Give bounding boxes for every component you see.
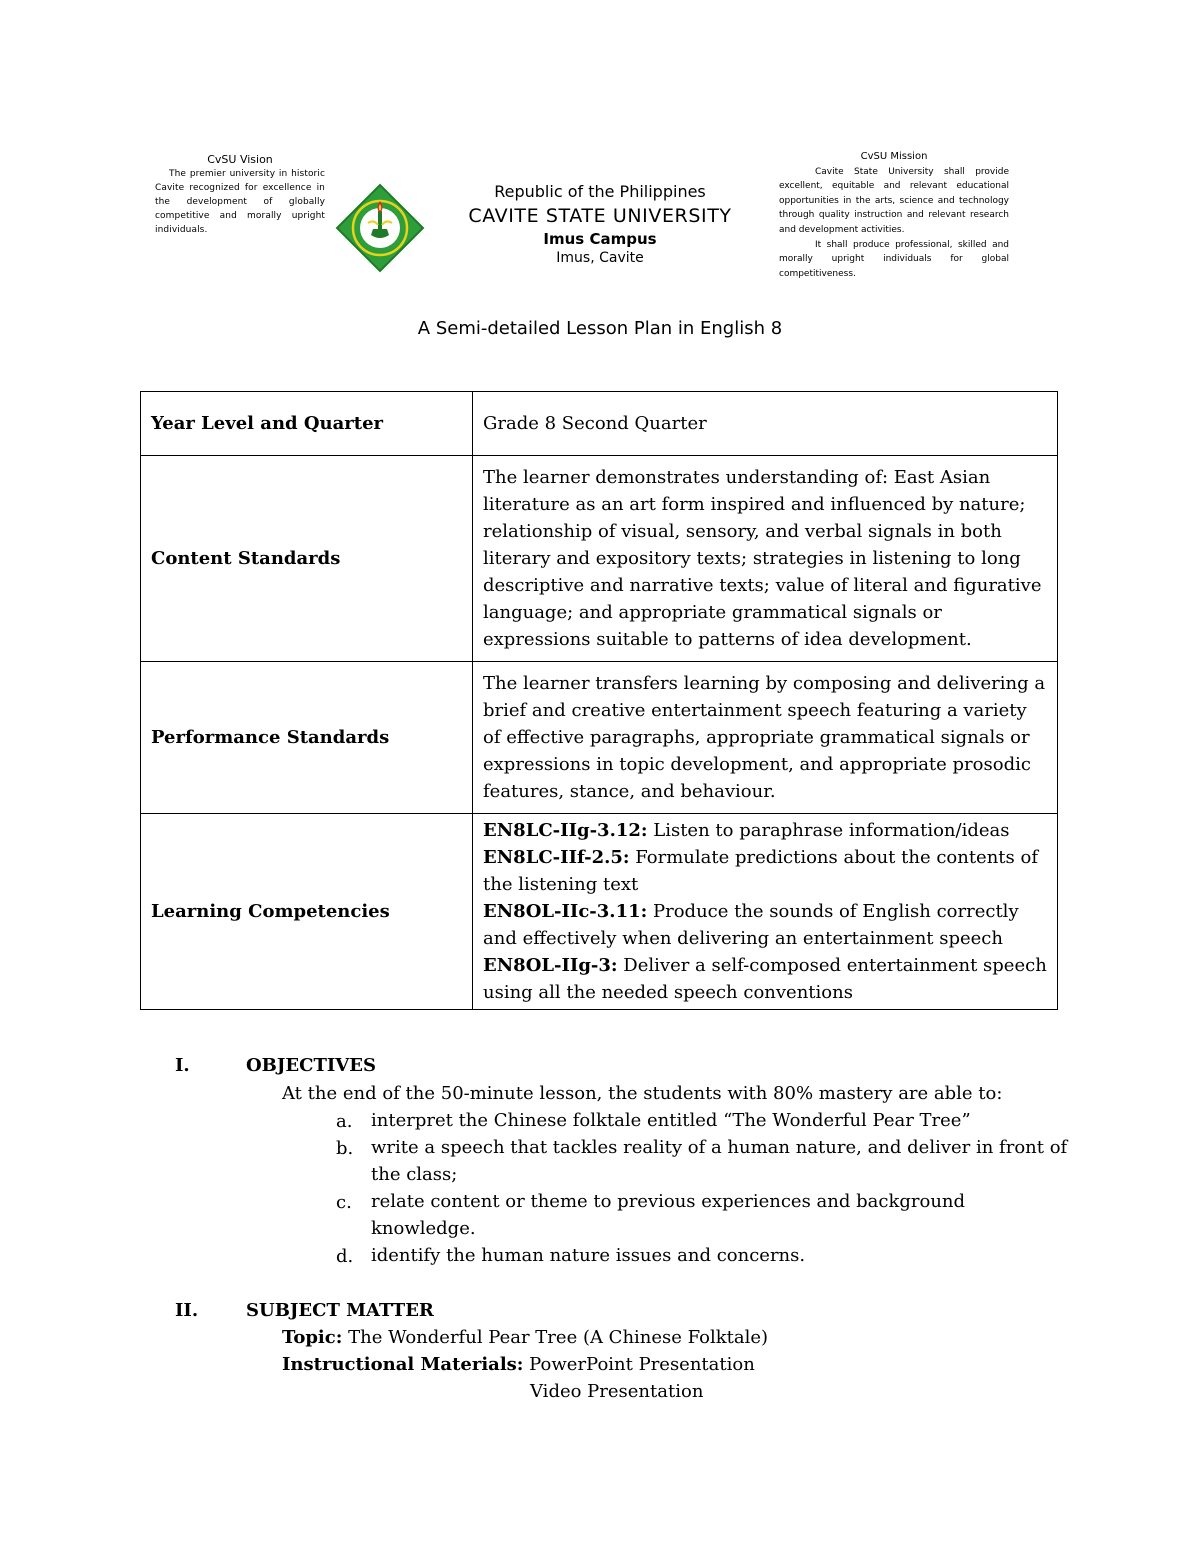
competency-code: EN8LC-IIg-3.12:	[483, 820, 648, 841]
mission-title: CvSU Mission	[860, 151, 928, 162]
topic-line	[282, 1327, 768, 1348]
mission-text-1: Cavite State University shall provide excellent, equitable and relevant educational opportunities in the arts, science and technology through quality instruction and relevant research and development activities.	[779, 166, 1009, 235]
materials-label: Instructional Materials:	[282, 1354, 524, 1375]
document-title: A Semi-detailed Lesson Plan in English 8	[417, 318, 783, 339]
row-label: Learning Competencies	[141, 814, 473, 1010]
university-header	[430, 181, 770, 268]
list-item-letter: a.	[336, 1111, 353, 1132]
materials-value: Video Presentation	[530, 1381, 704, 1402]
section-number: I.	[175, 1055, 190, 1076]
list-item-letter: c.	[336, 1192, 352, 1213]
section-heading: OBJECTIVES	[246, 1055, 376, 1076]
section-heading: SUBJECT MATTER	[246, 1300, 434, 1321]
republic-line: Republic of the Philippines	[494, 182, 706, 201]
materials-value: PowerPoint Presentation	[523, 1354, 755, 1375]
competency-text: Formulate predictions about the contents of the listening text	[483, 847, 1038, 895]
list-item-letter: b.	[336, 1138, 354, 1159]
university-seal-logo	[335, 183, 425, 273]
materials-line	[282, 1354, 755, 1375]
row-value: Grade 8 Second Quarter	[473, 392, 1058, 456]
vision-block	[155, 153, 325, 237]
row-value: The learner transfers learning by composing and delivering a brief and creative entertainment speech featuring a variety of effective paragraphs, appropriate grammatical signals or expressions in topic development, and appropriate prosodic features, stance, and behaviour.	[473, 662, 1058, 814]
competency-text: Produce the sounds of English correctly and effectively when delivering an entertainment speech	[483, 901, 1019, 949]
table-row	[141, 662, 1058, 814]
list-item: interpret the Chinese folktale entitled “The Wonderful Pear Tree”	[371, 1110, 971, 1131]
objectives-intro: At the end of the 50-minute lesson, the students with 80% mastery are able to:	[282, 1083, 1003, 1104]
table-row	[141, 392, 1058, 456]
list-item-letter: d.	[336, 1246, 354, 1267]
topic-label: Topic:	[282, 1327, 343, 1348]
section-number: II.	[175, 1300, 199, 1321]
standards-table	[140, 391, 1058, 1010]
table-row	[141, 456, 1058, 662]
competencies-cell	[473, 814, 1058, 1010]
mission-block	[779, 150, 1009, 281]
row-label: Year Level and Quarter	[141, 392, 473, 456]
competency-text: Deliver a self-composed entertainment speech using all the needed speech conventions	[483, 955, 1047, 1003]
subject-matter-section	[0, 1300, 1200, 1410]
objectives-section	[0, 1055, 1200, 1275]
list-item: relate content or theme to previous experiences and background knowledge.	[371, 1191, 966, 1239]
competency-code: EN8OL-IIg-3:	[483, 955, 618, 976]
topic-value: The Wonderful Pear Tree (A Chinese Folktale)	[342, 1327, 769, 1348]
competency-code: EN8OL-IIc-3.11:	[483, 901, 648, 922]
campus-location: Imus, Cavite	[556, 250, 644, 266]
row-label: Content Standards	[141, 456, 473, 662]
list-item: identify the human nature issues and concerns.	[371, 1245, 806, 1266]
competency-text: Listen to paraphrase information/ideas	[647, 820, 1010, 841]
row-value: The learner demonstrates understanding of: East Asian literature as an art form inspired and influenced by nature; relationship of visual, sensory, and verbal signals in both literary and expository texts; strategies in listening to long descriptive and narrative texts; value of literal and figurative language; and appropriate grammatical signals or expressions suitable to patterns of idea development.	[473, 456, 1058, 662]
campus-name: Imus Campus	[543, 230, 657, 248]
university-name: CAVITE STATE UNIVERSITY	[468, 205, 732, 227]
competency-code: EN8LC-IIf-2.5:	[483, 847, 630, 868]
table-row	[141, 814, 1058, 1010]
list-item: write a speech that tackles reality of a human nature, and deliver in front of the class;	[371, 1137, 1068, 1185]
mission-text-2: It shall produce professional, skilled and morally upright individuals for global competitiveness.	[779, 239, 1009, 279]
row-label: Performance Standards	[141, 662, 473, 814]
vision-title: CvSU Vision	[207, 153, 273, 166]
vision-text: The premier university in historic Cavite recognized for excellence in the development of globally competitive and morally upright individuals.	[155, 169, 325, 235]
